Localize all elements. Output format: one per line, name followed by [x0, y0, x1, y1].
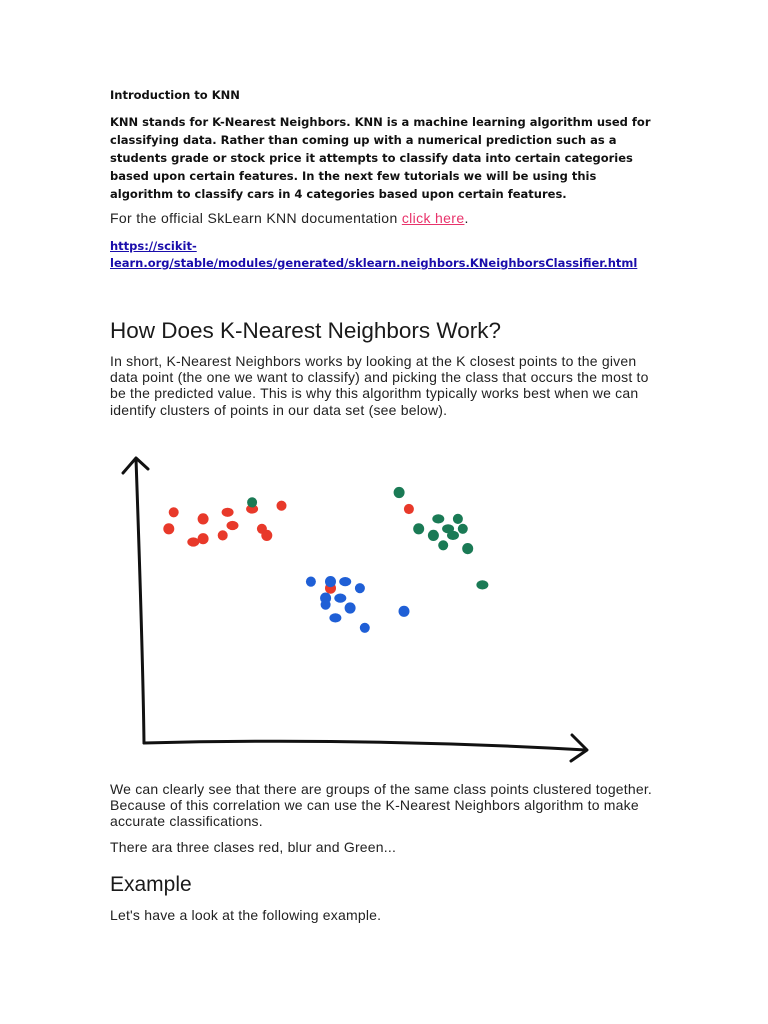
red-point	[198, 533, 209, 544]
x-axis	[144, 741, 586, 750]
red-point	[222, 508, 234, 517]
example-heading: Example	[110, 873, 192, 896]
green-point	[453, 514, 463, 524]
docs-suffix: .	[464, 210, 469, 226]
red-point	[187, 537, 199, 546]
blue-point	[355, 583, 365, 593]
y-axis	[136, 459, 144, 743]
green-point	[432, 514, 444, 523]
blue-point	[329, 613, 341, 622]
red-point	[218, 530, 228, 540]
blue-point	[306, 577, 316, 587]
green-point	[438, 540, 448, 550]
sklearn-docs-url-link[interactable]: https://scikit-learn.org/stable/modules/generated/sklearn.neighbors.KNeighborsClassifier.html	[110, 239, 638, 270]
knn-scatter-chart	[110, 443, 600, 773]
green-point	[447, 531, 459, 540]
blue-point	[321, 600, 331, 610]
green-point	[394, 487, 405, 498]
docs-prefix: For the official SkLearn KNN documentation	[110, 210, 402, 226]
red-point	[227, 521, 239, 530]
blue-point	[339, 577, 351, 586]
intro-paragraph: KNN stands for K-Nearest Neighbors. KNN is a machine learning algorithm used for classifying data. Rather than coming up with a numerical prediction such as a students grade or stock price it attempts to classify data into certain categories based upon certain features. In the next few tutorials we will be using this algorithm to classify cars in 4 categories based upon certain features.	[110, 115, 651, 201]
green-point	[247, 497, 257, 507]
green-point	[458, 524, 468, 534]
blue-point	[345, 602, 356, 613]
scatter-plot-svg	[110, 443, 600, 773]
blue-point	[360, 623, 370, 633]
red-point	[163, 523, 174, 534]
green-point	[428, 530, 439, 541]
how-it-works-paragraph: In short, K-Nearest Neighbors works by looking at the K closest points to the given data point (the one we want to classify) and picking the class that occurs the most to be the predicted value. This is why this algorithm typically works best when we can identify clusters of points in our data set (see below).	[110, 353, 649, 418]
how-it-works-heading: How Does K-Nearest Neighbors Work?	[110, 318, 501, 343]
intro-title: Introduction to KNN	[110, 88, 240, 102]
example-paragraph: Let's have a look at the following example.	[110, 907, 382, 923]
red-point	[169, 507, 179, 517]
data-points	[163, 487, 488, 633]
blue-point	[334, 594, 346, 603]
after-chart-paragraph: We can clearly see that there are groups of the same class points clustered together. Because of this correlation we can use the K-Nearest Neighbors algorithm to make accurate classifications.	[110, 781, 653, 830]
red-point	[261, 530, 272, 541]
docs-line	[110, 210, 469, 226]
blue-point	[399, 606, 410, 617]
green-point	[462, 543, 473, 554]
green-point	[413, 523, 424, 534]
green-point	[476, 580, 488, 589]
blue-point	[325, 576, 336, 587]
red-point	[198, 513, 209, 524]
classes-note: There ara three clases red, blur and Green...	[110, 839, 397, 855]
red-point	[277, 501, 287, 511]
docs-click-here-link[interactable]: click here	[401, 210, 465, 226]
red-point	[404, 504, 414, 514]
